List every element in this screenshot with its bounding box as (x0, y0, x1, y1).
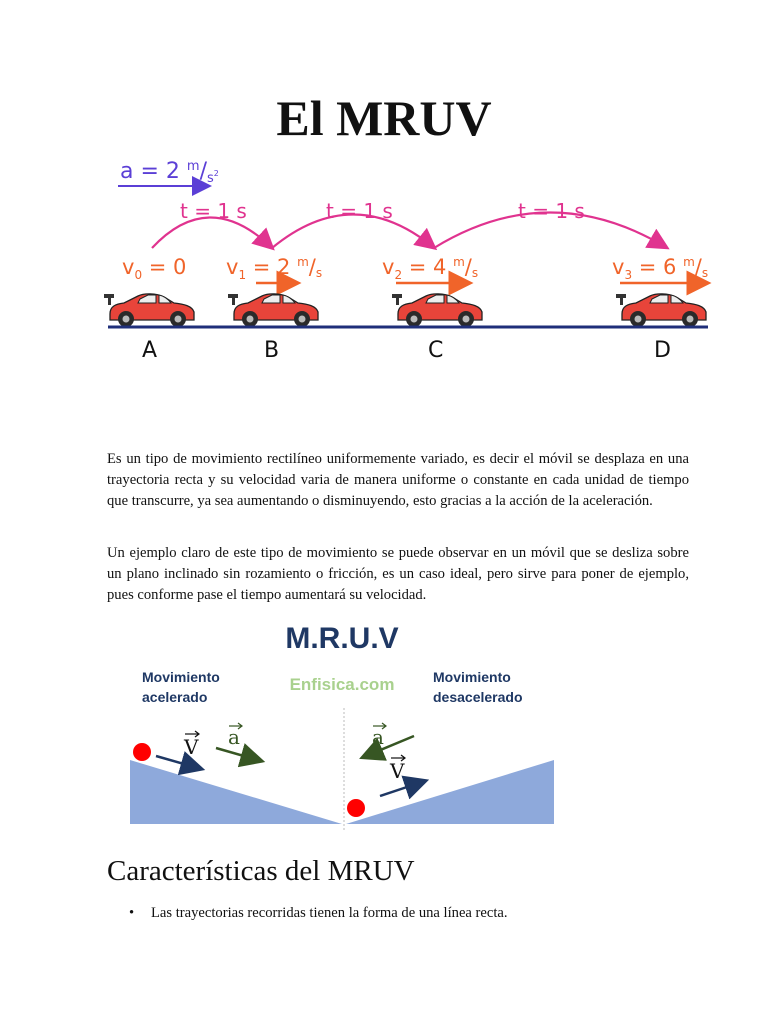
ramp-right (346, 760, 554, 824)
car-icon-b (228, 294, 318, 327)
acceleration-label (120, 159, 219, 186)
point-label-c: C (428, 338, 444, 363)
svg-text:V: V (390, 759, 405, 783)
acceleration-arrow-left (216, 748, 258, 760)
vector-a-label-left (228, 723, 242, 749)
point-label-b: B (264, 338, 280, 363)
page-title: El MRUV (276, 90, 492, 146)
time-label-3: t = 1 s (518, 199, 585, 223)
figure-title: M.R.U.V (285, 622, 399, 655)
svg-text:V: V (184, 735, 199, 759)
car-icon-d (616, 294, 706, 327)
svg-text:a: a (228, 725, 240, 749)
car-icon-a (104, 294, 194, 327)
right-label: Movimiento desacelerado (433, 669, 523, 705)
ball-left (133, 743, 151, 761)
ball-right (347, 799, 365, 817)
list-item (107, 903, 689, 924)
bullet-icon: • (129, 905, 135, 921)
svg-text:a: a (372, 725, 384, 749)
velocity-label-2: $v_2 = 4$ $^m$/s (382, 255, 479, 282)
velocity-arrow-right (380, 782, 422, 796)
velocity-label-1: $v_1 = 2$ $^m$/s (226, 255, 323, 282)
vector-v-label-right (389, 755, 405, 783)
section-heading: Características del MRUV (107, 855, 415, 887)
velocity-label-0: $v_0 = 0$ (122, 255, 187, 282)
point-label-d: D (654, 338, 671, 363)
left-label: Movimiento acelerado (142, 669, 220, 705)
time-label-2: t = 1 s (326, 199, 393, 223)
paragraph-2: Un ejemplo claro de este tipo de movimiento se puede observar en un móvil que se desliza sobre un plano inclinado sin rozamiento o fricción, es un caso ideal, pero sirve para poner de ejemplo, pues conforme pase el tiempo aumentará su velocidad. (107, 544, 689, 603)
characteristics-list (107, 903, 689, 924)
vector-a-label-right (372, 723, 386, 749)
ramp-left (130, 760, 342, 824)
vector-v-label-left (183, 731, 199, 759)
point-label-a: A (142, 338, 158, 363)
svg-text:a = 2 m/s2: a = 2 $^m/s^2$ (120, 159, 219, 186)
paragraph-1: Es un tipo de movimiento rectilíneo uniformemente variado, es decir el móvil se desplaza en una trayectoria recta y su velocidad varia de manera uniforme o constante en cada unidad de tiempo que transcurre, ya sea aumentando o disminuyendo, esto gracias a la acción de la aceleración. (107, 450, 689, 509)
mruv-cars-diagram (100, 150, 720, 365)
time-label-1: t = 1 s (180, 199, 247, 223)
car-icon-c (392, 294, 482, 327)
list-item-text: Las trayectorias recorridas tienen la forma de una línea recta. (151, 905, 508, 921)
velocity-label-3: $v_3 = 6$ $^m$/s (612, 255, 709, 282)
mruv-incline-diagram (128, 612, 558, 832)
watermark: Enfisica.com (289, 675, 395, 694)
